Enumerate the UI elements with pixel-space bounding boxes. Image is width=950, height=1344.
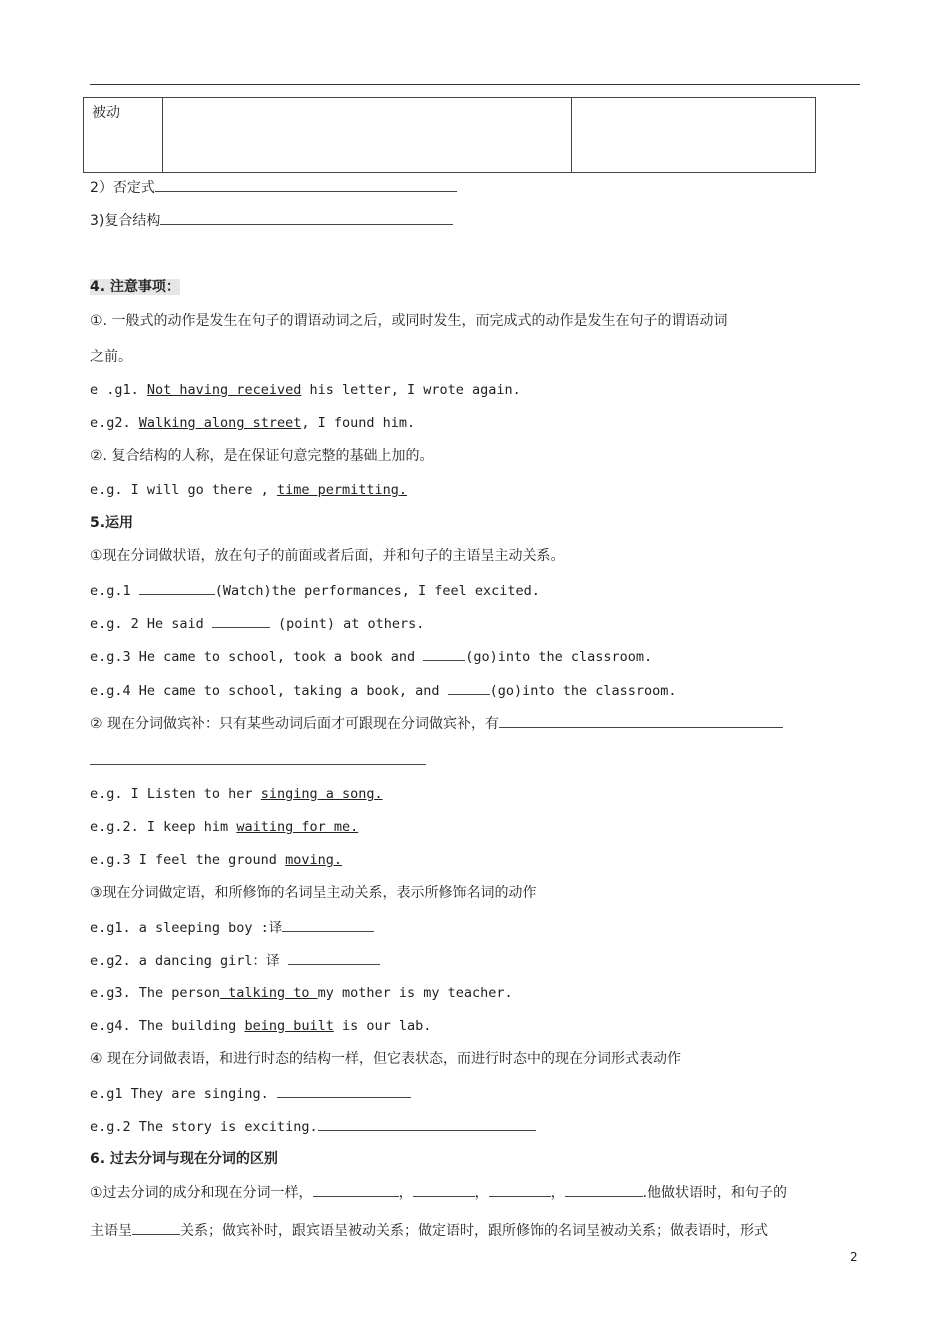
answer-blank <box>423 646 465 661</box>
answer-blank <box>288 950 380 965</box>
example-line: e.g.2. I keep him waiting for me. <box>90 819 359 835</box>
difference-1-cont: 主语呈 关系；做宾补时，跟宾语呈被动关系；做定语时，跟所修饰的名词呈被动关系；做表语时，形式 <box>90 1220 768 1241</box>
answer-blank <box>565 1182 643 1197</box>
page-number: 2 <box>850 1250 858 1264</box>
answer-blank <box>489 1182 551 1197</box>
exercise-line: e.g.1 (Watch)the performances, I feel excited. <box>90 580 540 601</box>
example-line: e.g.3 I feel the ground moving. <box>90 852 342 868</box>
note-1-cont: 之前。 <box>90 349 132 365</box>
section-5-heading: 5.运用 <box>90 515 134 531</box>
usage-2-cont <box>90 750 426 771</box>
voice-table <box>83 97 816 173</box>
table-cell <box>572 98 816 173</box>
example-line: e.g. I Listen to her singing a song. <box>90 786 383 802</box>
answer-blank <box>132 1220 180 1235</box>
table-cell <box>163 98 572 173</box>
usage-1: ①现在分词做状语，放在句子的前面或者后面，并和句子的主语呈主动关系。 <box>90 548 565 564</box>
example-line: e.g4. The building being built is our lab. <box>90 1018 432 1034</box>
exercise-line: e.g.2 The story is exciting. <box>90 1116 536 1137</box>
usage-4: ④ 现在分词做表语，和进行时态的结构一样，但它表状态，而进行时态中的现在分词形式表动作 <box>90 1051 681 1067</box>
example-line: e .g1. Not having received his letter, I wrote again. <box>90 382 521 398</box>
header-rule <box>90 84 860 85</box>
exercise-line: e.g.4 He came to school, taking a book, and (go)into the classroom. <box>90 680 677 701</box>
answer-blank <box>448 680 490 695</box>
note-1: ①. 一般式的动作是发生在句子的谓语动词之后，或同时发生，而完成式的动作是发生在句子的谓语动词 <box>90 313 728 329</box>
example-line: e.g. I will go there , time permitting. <box>90 482 407 498</box>
exercise-line: e.g1 They are singing. <box>90 1083 411 1104</box>
exercise-line: e.g.3 He came to school, took a book and (go)into the classroom. <box>90 646 652 667</box>
answer-blank <box>277 1083 411 1098</box>
table-row <box>84 98 816 173</box>
answer-blank <box>160 210 453 225</box>
answer-blank <box>318 1116 536 1131</box>
exercise-line: e.g. 2 He said (point) at others. <box>90 613 424 634</box>
compound-structure-line: 3)复合结构 <box>90 210 453 231</box>
negative-form-line: 2）否定式 <box>90 177 457 198</box>
answer-blank <box>313 1182 399 1197</box>
usage-2: ② 现在分词做宾补：只有某些动词后面才可跟现在分词做宾补，有 <box>90 713 783 734</box>
difference-1: ①过去分词的成分和现在分词一样， ， ， ， .他做状语时，和句子的 <box>90 1182 787 1203</box>
answer-blank <box>499 713 783 728</box>
section-6-heading: 6. 过去分词与现在分词的区别 <box>90 1151 278 1167</box>
answer-blank <box>212 613 270 628</box>
table-row-label: 被动 <box>84 98 163 173</box>
section-4-heading: 4. 注意事项： <box>90 279 180 295</box>
example-line: e.g2. Walking along street, I found him. <box>90 415 416 431</box>
usage-3: ③现在分词做定语，和所修饰的名词呈主动关系，表示所修饰名词的动作 <box>90 885 537 901</box>
exercise-line: e.g2. a dancing girl：译 <box>90 950 380 971</box>
answer-blank <box>155 177 457 192</box>
answer-blank <box>282 917 374 932</box>
answer-blank <box>90 750 426 765</box>
answer-blank <box>413 1182 475 1197</box>
example-line: e.g3. The person talking to my mother is my teacher. <box>90 985 513 1001</box>
note-2: ②. 复合结构的人称，是在保证句意完整的基础上加的。 <box>90 448 434 464</box>
exercise-line: e.g1. a sleeping boy :译 <box>90 917 374 938</box>
answer-blank <box>139 580 215 595</box>
